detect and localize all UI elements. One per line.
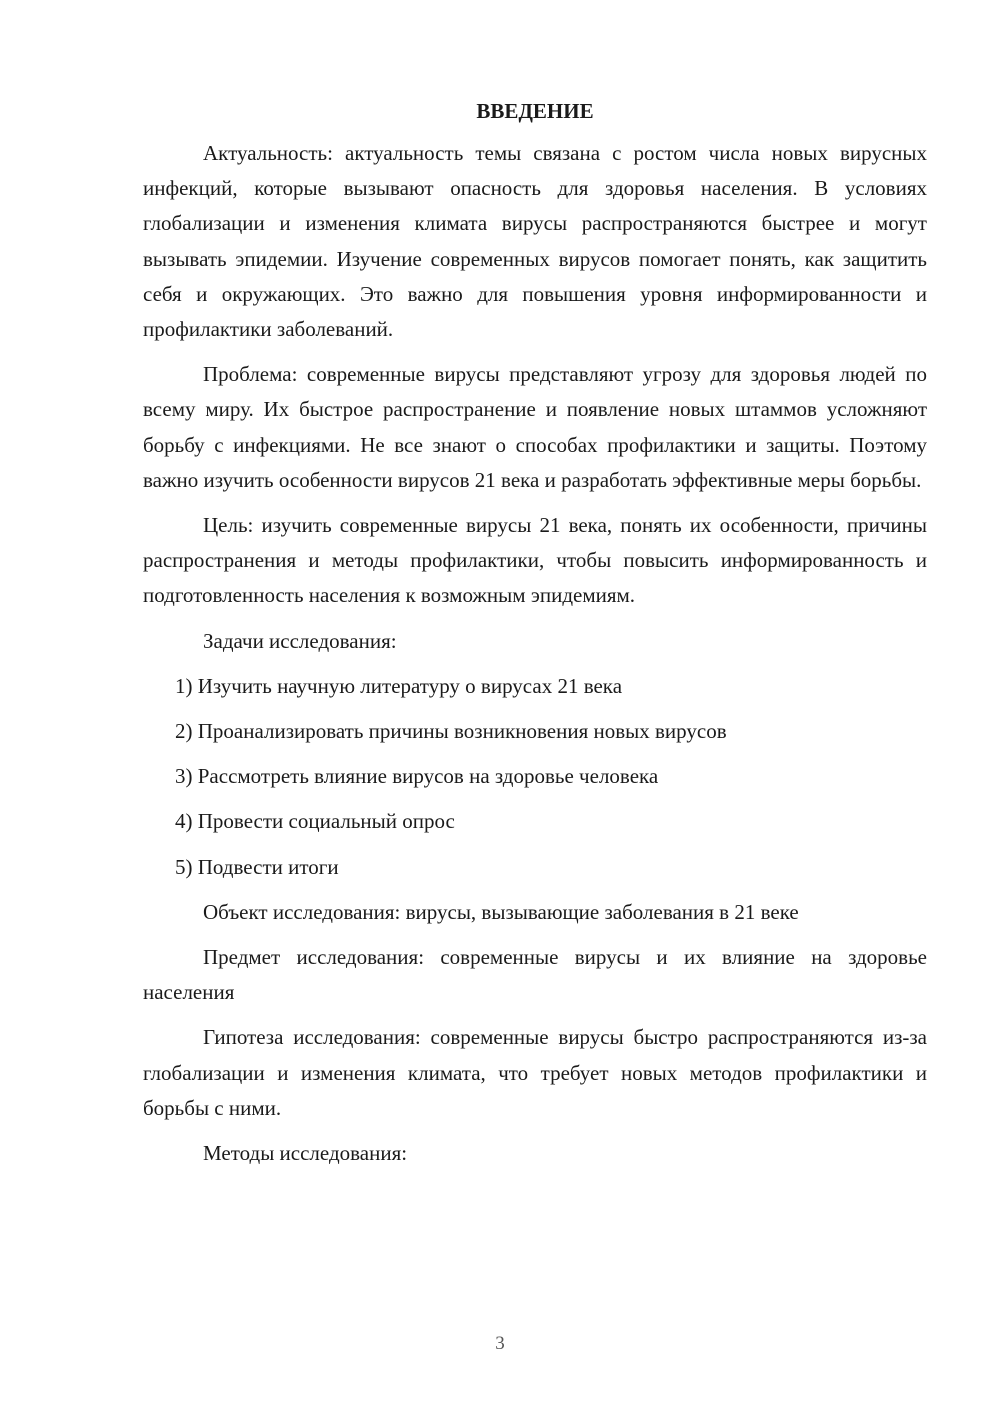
page-number: 3: [495, 1333, 505, 1354]
tasks-label: Задачи исследования:: [203, 628, 397, 653]
list-item: 2) Проанализировать причины возникновения новых вирусов: [175, 719, 727, 744]
object-paragraph: Объект исследования: вирусы, вызывающие заболевания в 21 веке: [203, 899, 799, 924]
list-item: 4) Провести социальный опрос: [175, 809, 455, 834]
goal-paragraph: Цель: изучить современные вирусы 21 века, понять их особенности, причины распространения и методы профилактики, чтобы повысить информированность и подготовленность населения к возможным эпидемиям.: [143, 513, 927, 608]
relevance-paragraph: Актуальность: актуальность темы связана с ростом числа новых вирусных инфекций, которые вызывают опасность для здоровья населения. В условиях глобализации и изменения климата вирусы распространяются быстрее и могут вызывать эпидемии. Изучение современных вирусов помогает понять, как защитить себя и окружающих. Это важно для повышения уровня информированности и профилактики заболеваний.: [143, 141, 927, 342]
section-title: ВВЕДЕНИЕ: [476, 99, 594, 123]
hypothesis-paragraph: Гипотеза исследования: современные вирусы быстро распространяются из-за глобализации и изменения климата, что требует новых методов профилактики и борьбы с ними.: [143, 1025, 927, 1120]
list-item: 3) Рассмотреть влияние вирусов на здоровье человека: [175, 764, 659, 789]
subject-paragraph: Предмет исследования: современные вирусы и их влияние на здоровье населения: [143, 945, 927, 1005]
list-item: 1) Изучить научную литературу о вирусах 21 века: [175, 673, 623, 698]
list-item: 5) Подвести итоги: [175, 854, 339, 879]
methods-label: Методы исследования:: [203, 1141, 408, 1166]
problem-paragraph: Проблема: современные вирусы представляют угрозу для здоровья людей по всему миру. Их быстрое распространение и появление новых штаммов усложняют борьбу с инфекциями. Не все знают о способах профилактики и защиты. Поэтому важно изучить особенности вирусов 21 века и разработать эффективные меры борьбы.: [143, 362, 927, 492]
tasks-list: [143, 669, 927, 885]
document-page: [143, 96, 927, 1181]
